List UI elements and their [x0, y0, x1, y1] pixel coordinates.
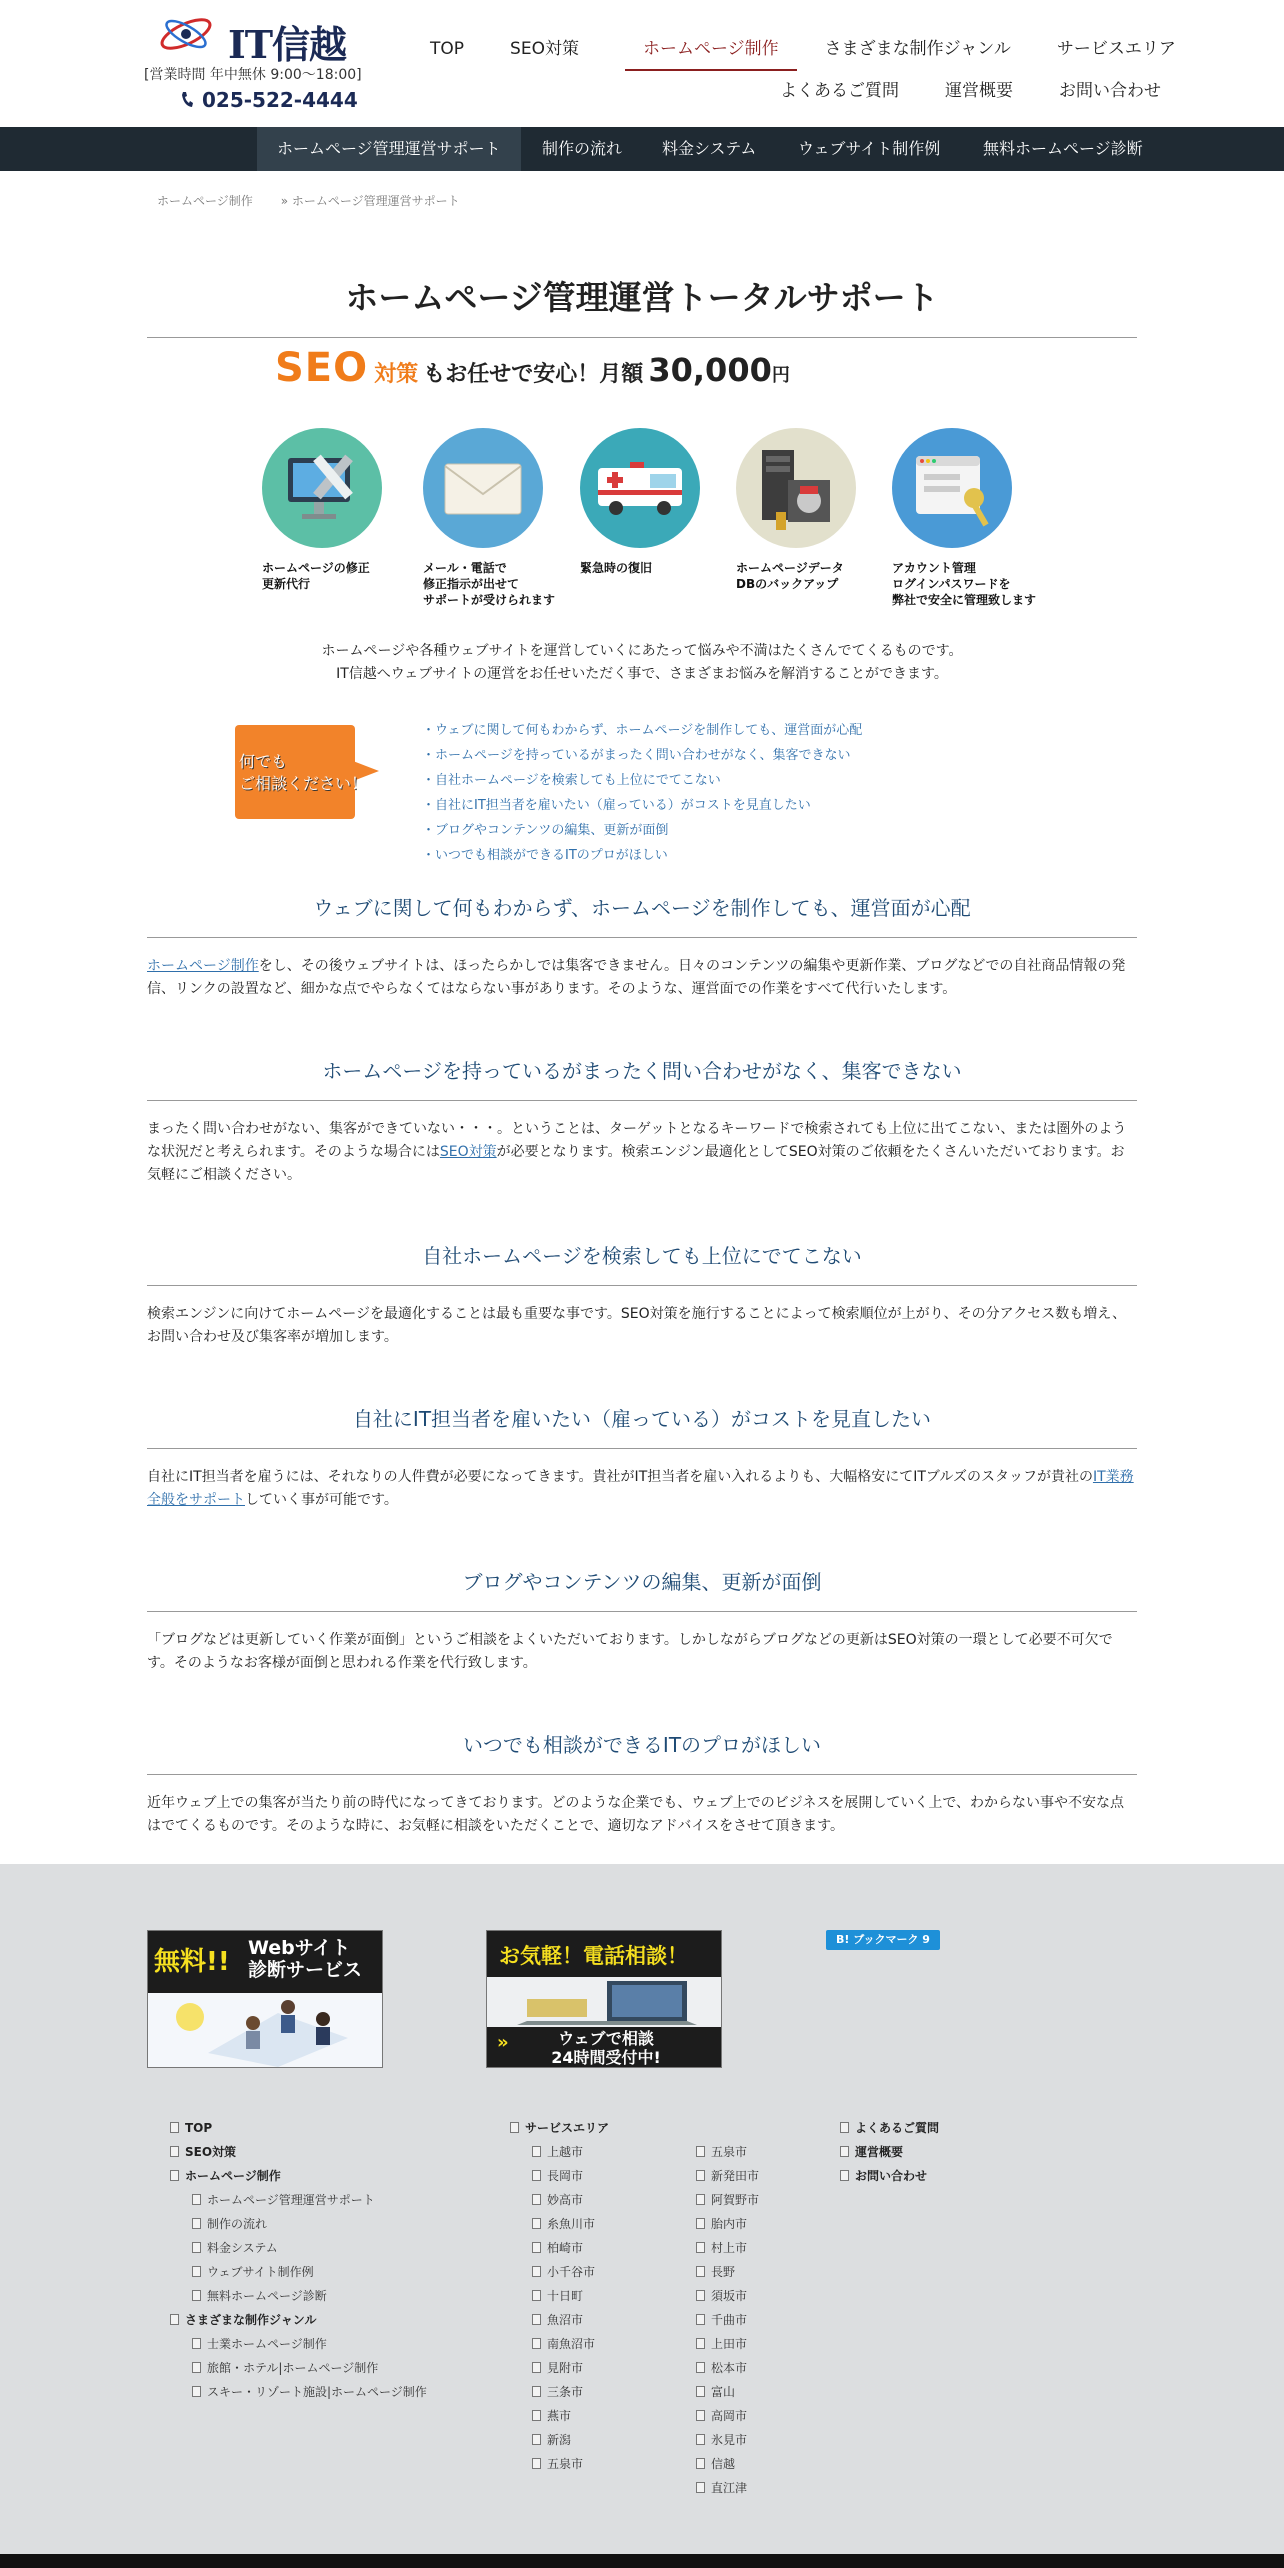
- subnav-item[interactable]: ホームページ管理運営サポート: [257, 127, 521, 171]
- page-icon: [696, 2194, 705, 2205]
- page-icon: [192, 2362, 201, 2373]
- area-link[interactable]: [510, 2260, 609, 2284]
- page-icon: [696, 2266, 705, 2277]
- footer-link[interactable]: [170, 2260, 427, 2284]
- page-icon: [192, 2338, 201, 2349]
- content-section: [147, 1240, 1137, 1349]
- footer-link[interactable]: [170, 2236, 427, 2260]
- area-link-label: 新発田市: [711, 2169, 760, 2183]
- phone-consult-banner[interactable]: [486, 1930, 722, 2068]
- area-link-label: 魚沼市: [547, 2313, 584, 2327]
- area-link-label: 十日町: [547, 2289, 584, 2303]
- page-icon: [696, 2290, 705, 2301]
- hatena-bookmark-button[interactable]: B! ブックマーク 9: [826, 1930, 940, 1950]
- section-text: 検索エンジンに向けてホームページを最適化することは最も重要な事です。SEO対策を施行することによって検索順位が上がり、その分アクセス数も増え、お問い合わせ及び集客率が増加します。: [147, 1306, 1127, 1345]
- page-icon: [696, 2482, 705, 2493]
- section-link[interactable]: IT業務全般をサポート: [147, 1469, 1134, 1508]
- section-title: ブログやコンテンツの編集、更新が面倒: [147, 1566, 1137, 1612]
- section-body: [147, 1792, 1137, 1838]
- area-link[interactable]: [696, 2332, 759, 2356]
- area-link[interactable]: [696, 2260, 759, 2284]
- page-bottom-bar: [0, 2554, 1284, 2568]
- footer-link-label: ホームページ管理運営サポート: [207, 2193, 375, 2207]
- page-icon: [696, 2386, 705, 2397]
- banner-free-label: 無料!!: [154, 1947, 230, 1977]
- footer-link-label: スキー・リゾート施設|ホームページ制作: [207, 2385, 427, 2399]
- seo-banner-text: もお任せで安心！月額: [423, 362, 644, 387]
- footer-link[interactable]: [840, 2116, 939, 2140]
- banner-diagnosis-label: Webサイト 診断サービス: [248, 1937, 363, 1981]
- area-link[interactable]: [696, 2404, 759, 2428]
- feature-item: [423, 428, 573, 608]
- area-link[interactable]: [510, 2212, 609, 2236]
- area-link[interactable]: [696, 2428, 759, 2452]
- footer-service-area-b: [696, 2140, 759, 2500]
- section-title: 自社ホームページを検索しても上位にでてこない: [147, 1240, 1137, 1286]
- page-icon: [532, 2170, 541, 2181]
- area-link-label: 三条市: [547, 2385, 584, 2399]
- section-text: 近年ウェブ上での集客が当たり前の時代になってきております。どのような企業でも、ウェブ上でのビジネスを展開していく上で、わからない事や不安な点はでてくるものです。そのような時に、お気軽に相談をいただくことで、適切なアドバイスをさせて頂きます。: [147, 1795, 1125, 1834]
- concern-link[interactable]: ・ ウェブに関して何もわからず、ホームページを制作しても、運営面が心配: [422, 718, 862, 743]
- section-body: [147, 1118, 1137, 1187]
- area-link[interactable]: [510, 2356, 609, 2380]
- area-link[interactable]: [696, 2188, 759, 2212]
- area-link-label: 燕市: [547, 2409, 572, 2423]
- intro-line: IT信越へウェブサイトの運営をお任せいただく事で、さまざまお悩みを解消することができます。: [336, 666, 948, 682]
- feature-label: 緊急時の復旧: [580, 561, 653, 575]
- site-header: [0, 0, 1284, 127]
- area-link[interactable]: [510, 2332, 609, 2356]
- area-link-label: 阿賀野市: [711, 2193, 760, 2207]
- footer-link-label: 無料ホームページ診断: [207, 2289, 327, 2303]
- page-icon: [170, 2146, 179, 2157]
- brand-name: IT信越: [228, 22, 347, 67]
- area-link-label: 直江津: [711, 2481, 748, 2495]
- page-icon: [532, 2290, 541, 2301]
- area-link-label: 須坂市: [711, 2289, 748, 2303]
- area-link-label: 見附市: [547, 2361, 584, 2375]
- area-link[interactable]: [696, 2308, 759, 2332]
- feature-item: [736, 428, 886, 592]
- consult-text: 何でも ご相談ください！: [239, 752, 368, 793]
- area-link[interactable]: [696, 2476, 759, 2500]
- concern-link[interactable]: ・ 自社ホームページを検索しても上位にでてこない: [422, 768, 862, 793]
- area-link-label: 長野: [711, 2265, 736, 2279]
- page-icon: [192, 2290, 201, 2301]
- page-icon: [696, 2434, 705, 2445]
- page-icon: [192, 2386, 201, 2397]
- section-link[interactable]: ホームページ制作: [147, 958, 259, 974]
- seo-yen: 円: [771, 365, 790, 386]
- breadcrumb-item: » ホームページ管理運営サポート: [280, 194, 460, 208]
- area-link[interactable]: [696, 2236, 759, 2260]
- concern-link[interactable]: ・ 自社にIT担当者を雇いたい（雇っている）がコストを見直したい: [422, 793, 862, 818]
- footer-link[interactable]: [170, 2380, 427, 2404]
- page-icon: [840, 2146, 849, 2157]
- area-link[interactable]: [696, 2284, 759, 2308]
- seo-taisaku-label: 対策: [374, 362, 419, 387]
- area-link[interactable]: [510, 2140, 609, 2164]
- area-link[interactable]: [696, 2140, 759, 2164]
- content-section: [147, 1566, 1137, 1675]
- area-link-label: 松本市: [711, 2361, 748, 2375]
- seo-price-banner: [275, 345, 790, 391]
- content-section: [147, 1403, 1137, 1512]
- subnav-item[interactable]: 料金システム: [662, 139, 757, 158]
- section-body: [147, 1466, 1137, 1512]
- footer-link[interactable]: [170, 2308, 427, 2332]
- footer-service-area: [510, 2116, 609, 2476]
- area-link[interactable]: [696, 2452, 759, 2476]
- footer-link[interactable]: [170, 2212, 427, 2236]
- area-link[interactable]: [510, 2428, 609, 2452]
- breadcrumb-item[interactable]: ホームページ制作: [157, 194, 253, 208]
- business-hours: [営業時間 年中無休 9:00〜18:00]: [144, 67, 362, 83]
- area-link[interactable]: [696, 2380, 759, 2404]
- area-link-label: 妙高市: [547, 2193, 584, 2207]
- footer-link[interactable]: [840, 2164, 939, 2188]
- subnav-item[interactable]: 制作の流れ: [542, 139, 623, 158]
- page-icon: [696, 2218, 705, 2229]
- nav-item[interactable]: ホームページ制作: [625, 30, 797, 71]
- page-icon: [532, 2386, 541, 2397]
- breadcrumb: [157, 192, 488, 209]
- area-link[interactable]: [696, 2356, 759, 2380]
- page-icon: [192, 2218, 201, 2229]
- nav-item[interactable]: お問い合わせ: [1059, 81, 1161, 101]
- section-body: [147, 1629, 1137, 1675]
- page-icon: [510, 2122, 519, 2133]
- page-icon: [696, 2170, 705, 2181]
- area-link-label: 上越市: [547, 2145, 584, 2159]
- page-icon: [532, 2410, 541, 2421]
- area-link[interactable]: [696, 2164, 759, 2188]
- page-icon: [696, 2242, 705, 2253]
- footer-sitemap-main: [170, 2116, 427, 2404]
- sub-navigation: [0, 127, 1284, 171]
- page-icon: [532, 2218, 541, 2229]
- monitor-tools-icon: [262, 428, 382, 548]
- nav-item[interactable]: 運営概要: [945, 81, 1013, 101]
- concern-link[interactable]: ・ ホームページを持っているがまったく問い合わせがなく、集客できない: [422, 743, 862, 768]
- nav-item[interactable]: SEO対策: [510, 39, 579, 59]
- footer-link-label: よくあるご質問: [855, 2121, 940, 2135]
- page-icon: [532, 2338, 541, 2349]
- page-icon: [192, 2242, 201, 2253]
- page-icon: [840, 2170, 849, 2181]
- section-text: をし、その後ウェブサイトは、ほったらかしでは集客できません。日々のコンテンツの編集や更新作業、ブログなどでの自社商品情報の発信、リンクの設置など、細かな点でやらなくてはならない事があります。そのような、運営面での作業をすべて代行いたします。: [147, 958, 1126, 997]
- footer-link-label: お問い合わせ: [855, 2169, 928, 2183]
- page-icon: [532, 2146, 541, 2157]
- area-link[interactable]: [510, 2380, 609, 2404]
- area-link-label: 信越: [711, 2457, 736, 2471]
- footer-link[interactable]: [170, 2356, 427, 2380]
- footer-link[interactable]: [170, 2116, 427, 2140]
- seo-label: SEO: [275, 345, 369, 391]
- area-link[interactable]: [510, 2164, 609, 2188]
- ambulance-icon: [580, 428, 700, 548]
- content-section: [147, 1729, 1137, 1838]
- footer-link-label: 運営概要: [855, 2145, 904, 2159]
- area-link[interactable]: [510, 2452, 609, 2476]
- laptop-illustration-icon: [487, 1977, 722, 2027]
- page-icon: [532, 2242, 541, 2253]
- footer-link[interactable]: [170, 2140, 427, 2164]
- section-title: ウェブに関して何もわからず、ホームページを制作しても、運営面が心配: [147, 892, 1137, 938]
- area-link[interactable]: [510, 2284, 609, 2308]
- footer-link[interactable]: [170, 2188, 427, 2212]
- page-icon: [532, 2314, 541, 2325]
- intro-text: [147, 640, 1137, 686]
- concern-link[interactable]: ・ ブログやコンテンツの編集、更新が面倒: [422, 818, 862, 843]
- area-link-label: 新潟: [547, 2433, 572, 2447]
- footer-link[interactable]: [170, 2164, 427, 2188]
- feature-item: [580, 428, 730, 576]
- concern-list: [422, 718, 862, 868]
- banner-web-consult-label: ウェブで相談 24時間受付中!: [551, 2029, 661, 2067]
- page-icon: [696, 2146, 705, 2157]
- section-title: 自社にIT担当者を雇いたい（雇っている）がコストを見直したい: [147, 1403, 1137, 1449]
- area-link-label: 氷見市: [711, 2433, 748, 2447]
- page-title: ホームページ管理運営トータルサポート: [147, 272, 1137, 338]
- section-text: まったく問い合わせがない、集客ができていない・・・。ということは、ターゲットとなるキーワードで検索されても上位に出てこない、または圏外のような状況だと考えられます。そのような場合には: [147, 1121, 1127, 1160]
- phone-text: 025-522-4444: [202, 88, 358, 112]
- area-link[interactable]: [510, 2308, 609, 2332]
- page-icon: [532, 2434, 541, 2445]
- page-icon: [532, 2362, 541, 2373]
- page-icon: [696, 2338, 705, 2349]
- feature-label: アカウント管理 ログインパスワードを 弊社で安全に管理致します: [892, 561, 1037, 607]
- free-diagnosis-banner[interactable]: [147, 1930, 383, 2068]
- content-section: [147, 1055, 1137, 1187]
- footer-link[interactable]: [170, 2332, 427, 2356]
- envelope-icon: [423, 428, 543, 548]
- logo-orbit-icon: [156, 12, 220, 58]
- footer-link[interactable]: [510, 2116, 609, 2140]
- section-body: [147, 955, 1137, 1001]
- footer-link-label: 士業ホームページ制作: [207, 2337, 327, 2351]
- page-icon: [696, 2410, 705, 2421]
- page-icon: [170, 2122, 179, 2133]
- area-link-label: 長岡市: [547, 2169, 584, 2183]
- nav-item[interactable]: さまざまな制作ジャンル: [824, 39, 1011, 59]
- intro-line: ホームページや各種ウェブサイトを運営していくにあたって悩みや不満はたくさんでてくるものです。: [321, 643, 963, 659]
- area-link-label: 南魚沼市: [547, 2337, 596, 2351]
- area-link[interactable]: [696, 2212, 759, 2236]
- server-backup-icon: [736, 428, 856, 548]
- area-link[interactable]: [510, 2236, 609, 2260]
- area-link-label: 上田市: [711, 2337, 748, 2351]
- page-icon: [170, 2170, 179, 2181]
- phone-number[interactable]: [180, 88, 358, 112]
- nav-item[interactable]: よくあるご質問: [780, 81, 899, 101]
- consult-bubble: [235, 725, 385, 819]
- section-text: 「ブログなどは更新していく作業が面倒」というご相談をよくいただいております。しかしながらブログなどの更新はSEO対策の一環として必要不可欠です。そのようなお客様が面倒と思われる作業を代行致します。: [147, 1632, 1113, 1671]
- section-title: ホームページを持っているがまったく問い合わせがなく、集客できない: [147, 1055, 1137, 1101]
- section-text: していく事が可能です。: [245, 1492, 398, 1508]
- area-link-label: 小千谷市: [547, 2265, 596, 2279]
- area-link-label: 五泉市: [711, 2145, 748, 2159]
- page-icon: [840, 2122, 849, 2133]
- footer-link-label: 制作の流れ: [207, 2217, 268, 2231]
- section-link[interactable]: SEO対策: [439, 1144, 497, 1160]
- page-icon: [192, 2266, 201, 2277]
- area-link-label: 高岡市: [711, 2409, 748, 2423]
- login-key-icon: [892, 428, 1012, 548]
- double-arrow-icon: »: [497, 2032, 509, 2053]
- subnav-item[interactable]: 無料ホームページ診断: [983, 139, 1143, 158]
- area-link-label: 五泉市: [547, 2457, 584, 2471]
- feature-label: ホームページデータ DBのバックアップ: [736, 561, 844, 591]
- section-title: いつでも相談ができるITのプロがほしい: [147, 1729, 1137, 1775]
- area-link-label: 柏崎市: [547, 2241, 584, 2255]
- nav-item[interactable]: TOP: [430, 39, 465, 59]
- area-link-label: 富山: [711, 2385, 736, 2399]
- feature-item: [892, 428, 1042, 608]
- footer-link-label: SEO対策: [185, 2145, 237, 2159]
- area-link-label: 胎内市: [711, 2217, 748, 2231]
- footer-link-label: 旅館・ホテル|ホームページ制作: [207, 2361, 379, 2375]
- seo-price: 30,000: [648, 351, 772, 389]
- footer-link-label: ホームページ制作: [185, 2169, 281, 2183]
- page-icon: [696, 2458, 705, 2469]
- subnav-item[interactable]: ウェブサイト制作例: [798, 139, 941, 158]
- consultants-illustration-icon: [148, 1993, 383, 2068]
- section-body: [147, 1303, 1137, 1349]
- footer-link-label: 料金システム: [207, 2241, 278, 2255]
- footer-link-label: TOP: [185, 2121, 213, 2135]
- banner-phone-label: お気軽！電話相談！: [499, 1944, 688, 1968]
- area-link-label: 千曲市: [711, 2313, 748, 2327]
- footer-link[interactable]: [840, 2140, 939, 2164]
- page-icon: [532, 2458, 541, 2469]
- page-icon: [532, 2266, 541, 2277]
- feature-label: メール・電話で 修正指示が出せて サポートが受けられます: [423, 561, 556, 607]
- site-footer: [0, 1864, 1284, 2554]
- content-section: [147, 892, 1137, 1001]
- footer-link-label: ウェブサイト制作例: [207, 2265, 314, 2279]
- page-icon: [170, 2314, 179, 2325]
- area-link-label: 村上市: [711, 2241, 748, 2255]
- feature-label: ホームページの修正 更新代行: [262, 561, 370, 591]
- page-icon: [696, 2362, 705, 2373]
- footer-sitemap-info: [840, 2116, 939, 2188]
- feature-item: [262, 428, 412, 592]
- footer-link-label: サービスエリア: [525, 2121, 610, 2135]
- area-link[interactable]: [510, 2404, 609, 2428]
- footer-link[interactable]: [170, 2284, 427, 2308]
- phone-icon: [180, 91, 194, 109]
- page-icon: [192, 2194, 201, 2205]
- area-link[interactable]: [510, 2188, 609, 2212]
- nav-item[interactable]: サービスエリア: [1056, 39, 1176, 59]
- page-icon: [696, 2314, 705, 2325]
- section-text: 自社にIT担当者を雇うには、それなりの人件費が必要になってきます。貴社がIT担当者を雇い入れるよりも、大幅格安にてITブルズのスタッフが貴社の: [147, 1469, 1093, 1485]
- area-link-label: 糸魚川市: [547, 2217, 596, 2231]
- concern-link[interactable]: ・ いつでも相談ができるITのプロがほしい: [422, 843, 862, 868]
- page-icon: [532, 2194, 541, 2205]
- section-text: が必要となります。検索エンジン最適化としてSEO対策のご依頼をたくさんいただいております。お気軽にご相談ください。: [147, 1144, 1125, 1183]
- footer-link-label: さまざまな制作ジャンル: [185, 2313, 317, 2327]
